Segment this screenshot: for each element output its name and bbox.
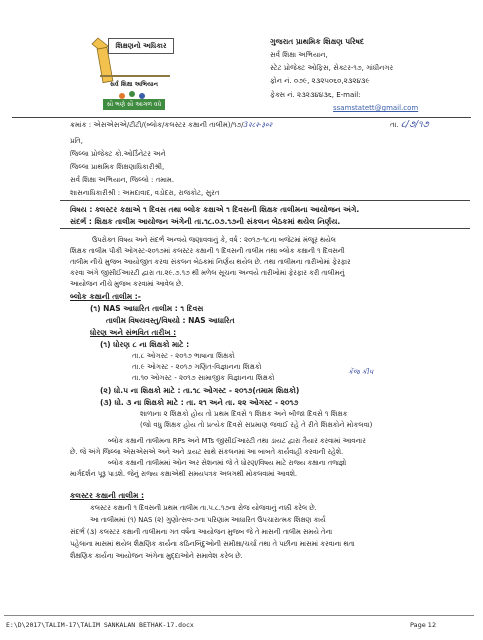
addressee-line: શાસનાધિકારીશ્રી : અમદાવાદ, વડોદરા, રાજકોટ, સુરત (70, 189, 220, 197)
subject-bottom-divider (60, 228, 470, 229)
footer-file-path: E:\D\2017\TALIM-17\TALIM SANKALAN BETHAK-17.docx (6, 621, 194, 629)
cluster-line: આ તાલીમમાં (૧) NAS (૨) ગુણોત્સવ-૭ના પરિણામ આધારિત ઉપચારાત્મક શિક્ષણ કાર્ય (90, 516, 326, 524)
std8-heading: (૧) ધોરણ ૮ ના શિક્ષકો માટે : (100, 340, 190, 349)
logo-tagline: સૌ ભણે સૌ આગળ વધે (103, 99, 165, 110)
body-line: બ્લોક કક્ષાની તાલીમના RPs અને MTs જીસીઈઆરટી તથા ડાયટ દ્વારા તૈયાર કરવામાં આવનાર (108, 437, 366, 445)
addressee-line: જિલ્લા પ્રાથમિક શિક્ષણાધિકારીશ્રી, (70, 163, 165, 171)
header-divider (12, 117, 471, 118)
body-line: આયોજન નીચે મુજબ કરવામાં આવેલ છે. (70, 280, 184, 288)
footer-page-number: Page 12 (410, 621, 437, 629)
org-fax: ફેક્સ નં. ૨૩૨૩૪૪૩૬, E-mail: (270, 91, 361, 99)
logo-subtitle: સર્વ શિક્ષા અભિયાન (110, 81, 158, 88)
body-line: કરવા અંગે જીસીઈઆરટી દ્વારા તા.૨૯.૭.૧૭ થી મળેલ સૂચના અન્વયે તારીખોમાં ફેરફાર કરી તાલીમનું (70, 269, 345, 277)
addressee-line: જિલ્લા પ્રોજેક્ટ કો.ઓર્ડિનેટર અને (70, 150, 166, 158)
block-item-1-subjects: તાલીમ વિષયવસ્તુ/વિષયો : NAS આધારિત (106, 316, 235, 325)
addressee-line: સર્વ શિક્ષા અભિયાન, જિલ્લો : તમામ. (70, 176, 175, 184)
block-training-heading: બ્લોક કક્ષાની તાલીમ :- (70, 292, 141, 301)
std3-note-1: શાળાના ૨ શિક્ષકો હોય તો પ્રથમ દિવસે ૧ શિક્ષક અને બીજા દિવસે ૧ શિક્ષક (140, 410, 348, 418)
reference-context-line: સંદર્ભ : શિક્ષક તાલીમ આયોજન અંગેની તા.૧૮.૦૭.૧૭ની સંકલન બેઠકમાં થયેલ નિર્ણય. (70, 217, 341, 226)
cluster-line: પહેલાના માસમાં થયેલ શૈક્ષણિક કાર્યના કઠિનબિંદુઓની સમીક્ષા/ચર્ચા તથા તે પછીના માસમાં કરવાના થતા (70, 540, 355, 548)
std8-date-3: તા.૧૦ ઓગસ્ટ - ૨૦૧૭ સામાજીક વિજ્ઞાનના શિક્ષકો (132, 374, 275, 382)
body-line: માર્ગદર્શન પૂરૂ પાડશે. જેનું રાજ્ય કક્ષાએથી સમયપત્રક અલગથી મોકલવામાં આવશે. (70, 470, 298, 478)
body-line: ઉપરોક્ત વિષય અને સંદર્ભ અન્વયે જણાવવાનું કે, વર્ષ : ૨૦૧૭-૧૮ના બજેટમાં મંજૂર થયેલ (92, 236, 336, 244)
subject-line: વિષય : ક્લસ્ટર કક્ષાએ ૧ દિવસ તથા બ્લોક કક્ષાએ ૧ દિવસની શિક્ષક તાલીમના આયોજન અંગે. (70, 205, 360, 214)
std8-handwritten-note: કેંજ કીપ (348, 368, 374, 376)
org-phone: ફોન નં. ૦૭૯, ૨૩૨૫૦૬૦,૨૩૨૪૩૯ (270, 77, 370, 85)
logo-title: શિક્ષણનો અધિકાર (108, 38, 174, 54)
subject-divider (60, 200, 470, 201)
std3-note-2: (જો વધુ શિક્ષક હોય તો પ્રત્યેક દિવસે સપ્રમાણ જવાઈ રહે તે રીતે શિક્ષકોને મોકલવા) (140, 421, 373, 429)
body-line: છે. જે અંગે જિલ્લા એસએસએ અને અને ડાયટ સાથે સંકલનમાં આ બાબતે કાર્યવાહી કરવાની રહેશે. (70, 448, 344, 456)
org-line-2: સર્વ શિક્ષા અભિયાન, (270, 51, 328, 59)
cluster-line: શૈક્ષણિક કાર્યના આયોજન અંગેના મુદ્દાઓને સમાવેશ કરેલ છે. (70, 552, 243, 560)
dates-heading: ધોરણ અને સંભવિત તારીખ : (90, 328, 177, 337)
body-line: શિક્ષક તાલીમ પીકી ઓગસ્ટ-૨૦૧૭માં કલસ્ટર કક્ષાની ૧ દિવસની તાલીમ તથા બ્લોક કક્ષાની ૧ દિવસની (70, 247, 345, 255)
email-link[interactable]: ssamstatett@gmail.com (333, 104, 419, 112)
date-handwritten: ૮/૭/૧૭ (400, 120, 429, 130)
cluster-line: સંદર્ભ (૩) કલસ્ટર કક્ષાની તાલીમના ગત વર્ષના આયોજન મુજબ જે તે માસની તાલીમ સમયે તેના (70, 528, 333, 536)
reference-number (70, 120, 272, 131)
std8-date-1: તા.૮ ઓગસ્ટ - ૨૦૧૭ ભાષાના શિક્ષકો (132, 352, 235, 360)
org-line-3: સ્ટેટ પ્રોજેક્ટ ઓફિસ, સેક્ટર-૧૭, ગાંધીનગર (270, 64, 394, 72)
logo-divider (100, 75, 170, 77)
reference-prefix: ક્રમાંક : એસએસએ/ટીટી/(બ્લોક/કલસ્ટર કક્ષાની તાલીમ)/૧૭/ (70, 121, 244, 129)
block-item-1: (૧) NAS આધારિત તાલીમ : ૧ દિવસ (90, 304, 204, 313)
footer-divider (4, 615, 474, 616)
std8-date-2: તા.૯ ઓગસ્ટ - ૨૦૧૭ ગણિત-વિજ્ઞાનના શિક્ષકો (132, 363, 262, 371)
cluster-line: કલસ્ટર કક્ષાની ૧ દિવસની પ્રથમ તાલીમ તા.૫.૮.૧૭ના રોજ યોજવાનું નક્કી કરેલ છે. (90, 504, 317, 512)
body-line: તાલીમ નીચે મુજબ આયોજીત કરવા સંકલન બેઠકમાં નિર્ણય થયેલ છે. તથા તાલીમના તારીખોમાં ફેરફાર (70, 258, 351, 266)
letter-date (390, 120, 429, 131)
addressee-line: પ્રતિ, (70, 137, 83, 145)
date-prefix: તા. (390, 121, 399, 129)
std5-line: (૨) ધો.૫ ના શિક્ષકો માટે : તા.૧૮ ઓગસ્ટ - ૨૦૧૭(તમામ શિક્ષકો) (100, 386, 300, 395)
org-name: ગુજરાત પ્રાથમિક શિક્ષણ પરિષદ (270, 37, 365, 46)
body-line: બ્લોક કક્ષાની તાલીમમાં ઓન અર સેશનમાં જે તે ધોરણ/વિષય માટે રાજ્ય કક્ષાના તજ્જ્ઞો (108, 459, 347, 467)
reference-handwritten: 3२८२-३०२ (243, 121, 273, 129)
cluster-training-heading: કલસ્ટર કક્ષાની તાલીમ : (70, 491, 144, 500)
std3-line: (૩) ધો. ૩ ના શિક્ષકો માટે : તા. ૨૧ અને તા. ૨૨ ઓગસ્ટ - ૨૦૧૭ (100, 398, 299, 407)
